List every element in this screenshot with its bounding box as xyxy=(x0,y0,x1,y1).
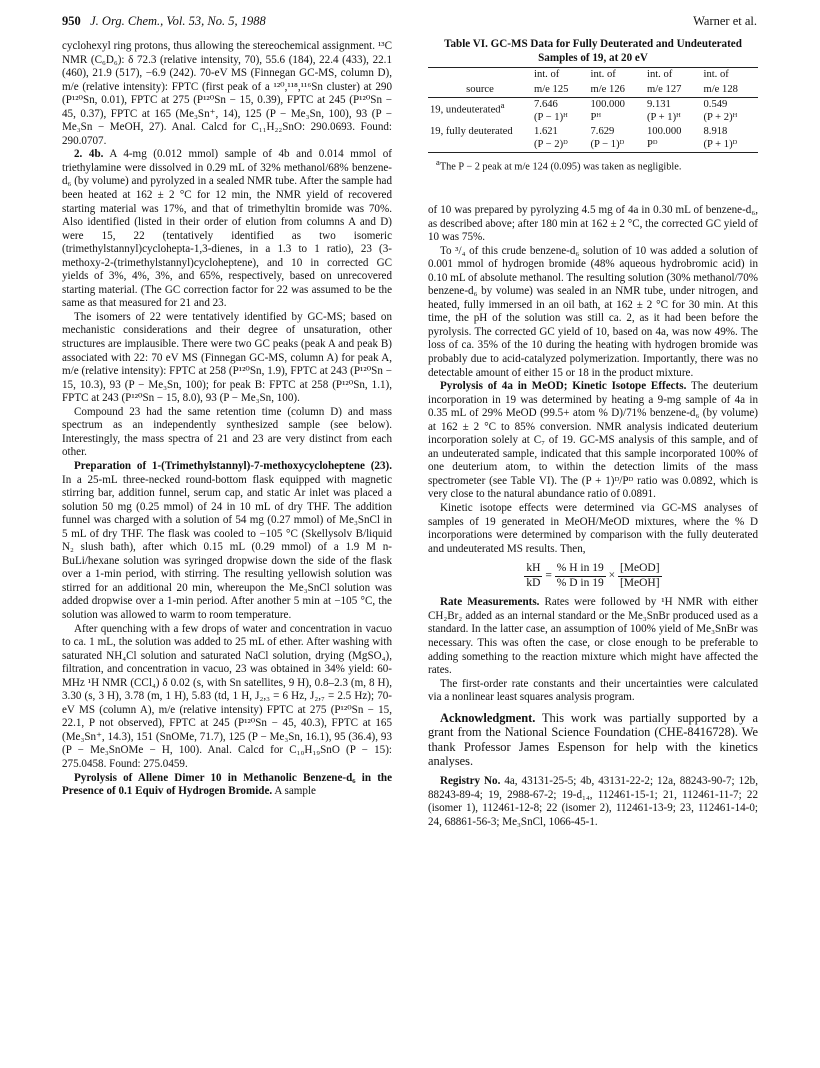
table-cell: 7.646 (P − 1)ᴴ xyxy=(534,99,568,123)
page-number: 950 xyxy=(62,14,81,28)
running-authors: Warner et al. xyxy=(693,14,757,28)
run-in-heading: Preparation of 1-(Trimethylstannyl)-7-methoxycycloheptene (23). xyxy=(74,459,392,472)
paragraph: After quenching with a few drops of water and concentration in vacuo to ca. 1 mL, the solution was added to 25 mL of ether. After washing with saturated NH₄Cl solution and saturated NaCl solution, drying (MgSO₄), filtration, and concentration in vacuo, 23 was obtained in 34% yield: 60-MHz ¹H NMR (CCl₄) δ 0.02 (s, with Sn satellites, 9 H), 0.8–2.3 (m, 8 H), 3.30 (s, 3 H), 3.78 (m, 1 H), 5.83 (td, 1 H, J₂,₃ = 6 Hz, J₂,₇ = 2.5 Hz); 70-eV MS (column A), m/e (relative intensity) FPTC at 275 (P¹²⁰Sn − 15, 22.1, P not observed), FPTC at 245 (P¹²⁰Sn − 45, 40.3), FPTC at 165 (Me₃Sn⁺, 14.3), 151 (SnOMe, 71.7), 125 (P − Me₃Sn, 16.1), 95 (36.4), 93 (P − Me₃SnOMe − H, 100). Anal. Calcd for C₁₀H₁₉SnO (P − 15): 275.0458. Found: 275.0459. xyxy=(62,622,392,770)
table-header-cell: int. of xyxy=(589,68,646,83)
table-cell: 100.000 Pᴴ xyxy=(590,99,625,123)
table-cell: 8.918 (P + 1)ᴰ xyxy=(702,125,759,153)
fraction-conc: $\frac{\text{[MeOD]}}{\text{[MeOH]}}$ xyxy=(619,562,660,589)
run-in-heading: 2. 4b. xyxy=(74,148,104,161)
table-header-cell: source xyxy=(428,83,532,98)
kinetic-isotope-equation: $\frac{kH}{kD}$ = $\frac{\text{\% H in 19}}{\text{\% D in 19}}$ × $\frac{\text{[MeOD]}}{\text{[MeOH]}}$ xyxy=(526,562,660,589)
table-cell: 9.131 (P + 1)ᴴ xyxy=(647,99,681,123)
left-column xyxy=(62,40,392,799)
table-header-cell: int. of xyxy=(702,68,759,83)
table-vi xyxy=(428,38,758,172)
paragraph: Compound 23 had the same retention time (column D) and mass spectrum as an independently synthesized sample (see below). Interestingly, the mass spectra of 21 and 23 are very distinct from each other. xyxy=(62,405,392,459)
run-in-heading: Pyrolysis of 4a in MeOD; Kinetic Isotope Effects. xyxy=(440,380,687,393)
table-footnote: $^a$The P − 2 peak at m/e 124 (0.095) was taken as negligible. xyxy=(436,157,682,173)
table-cell: 100.000 Pᴰ xyxy=(645,125,702,153)
fraction-k: $\frac{kH}{kD}$ xyxy=(526,562,541,589)
table-cell: 19, undeuterated$^a$ xyxy=(430,100,505,116)
paragraph: Rate Measurements. Rates were followed by ¹H NMR with either CH₂Br₂ added as an internal standard or the Me₃SnBr produced used as a standard. In the latter case, an assumption of 100% yield of Me₃SnBr was necessary. This was often the case, or close enough to be preferable to adding something to the reaction mixture which might have affected the rates. xyxy=(428,596,758,677)
paragraph: of 10 was prepared by pyrolyzing 4.5 mg of 4a in 0.30 mL of benzene-d₆, as described above; after 180 min at 162 ± 2 °C, the corrected GC yield of 10 was 75%. xyxy=(428,204,758,244)
table-cell: 0.549 (P + 2)ᴴ xyxy=(703,99,738,123)
table-cell: 1.621 (P − 2)ᴰ xyxy=(532,125,589,153)
acknowledgment: Acknowledgment. This work was partially supported by a grant from the National Science Foundation (CHE-8416728). We thank Professor James Espenson for help with the kinetics analyses. xyxy=(428,710,758,769)
table-title xyxy=(428,38,758,65)
gc-ms-table xyxy=(428,67,758,153)
paragraph: Pyrolysis of Allene Dimer 10 in Methanolic Benzene-d₆ in the Presence of 0.1 Equiv of Hydrogen Bromide. A sample xyxy=(62,771,392,798)
table-header-cell: int. of xyxy=(532,68,589,83)
paragraph: Pyrolysis of 4a in MeOD; Kinetic Isotope Effects. The deuterium incorporation in 19 was determined by heating a 9-mg sample of 4a in 0.35 mL of 29% MeOD (99.5+ atom % D)/71% benzene-d₆ (by volume) at 162 ± 2 °C to 85% conversion. NMR analysis indicated deuterium incorporation solely at C₇ of 19. GC-MS analysis of this sample, and of an undeuterated sample, indicated that this sample incorporated 100% of one deuterium atom, to within the detection limits of the mass spectrometer (see Table VI). The (P + 1)ᴰ/Pᴰ ratio was 0.0892, which is very close to the natural abundance ratio of 0.0891. xyxy=(428,380,758,501)
right-column xyxy=(428,204,758,829)
table-header-cell: m/e 126 xyxy=(589,83,646,98)
table-header-cell: m/e 125 xyxy=(532,83,589,98)
paragraph: Preparation of 1-(Trimethylstannyl)-7-methoxycycloheptene (23). In a 25-mL three-necked round-bottom flask equipped with magnetic stirring bar, addition funnel, serum cap, and static Ar inlet was placed a solution 50 mg (0.25 mmol) of 24 in 10 mL of dry THF. The addition funnel was charged with a solution of 54 mg (0.27 mmol) of Me₃SnCl in 5 mL of dry THF. The flask was cooled to −105 °C (Skellysolv B/liquid N₂ slush bath), after which 0.15 mL (0.29 mmol) of a 1.9 M n-BuLi/hexane solution was syringed dropwise down the side of the flask over a 1-min period, with stirring. The resulting yellowish solution was stirred for an additional 20 min, whereupon the Me₃SnCl solution was added dropwise over a 1-min period. After another 5 min at −105 °C, the solution was allowed to warm to room temperature. xyxy=(62,459,392,621)
paragraph: 2. 4b. A 4-mg (0.012 mmol) sample of 4b and 0.014 mmol of triethylamine were dissolved in 0.29 mL of 32% methanol/68% benzene-d₆ (by volume) and pyrolyzed in a sealed NMR tube. After the sample had been heated at 162 ± 2 °C for 12 min, the NMR yield of recovered starting material was 17%, and that of trimethyltin bromide was 70%. Also identified (listed in their order of elution from columns A and D) were 15, 22 (tentatively identified as two isomeric (trimethylstannyl)cyclohepta-1,3-dienes, in a 1.3 to 1 ratio), 23 (3-methoxy-2-(trimethylstannyl)cycloheptene), and 10 in corrected GC yields of 3%, 4%, 3%, and 65%, respectively, based on unrecovered starting material. (The GC correction factor for 22 was assumed to be the same as that measured for 21 and 23. xyxy=(62,148,392,310)
table-row xyxy=(428,98,758,126)
run-in-heading: Rate Measurements. xyxy=(440,596,540,609)
table-row xyxy=(428,125,758,153)
table-cell: 19, fully deuterated xyxy=(428,125,532,153)
table-header-cell: m/e 127 xyxy=(645,83,702,98)
table-caption: GC-MS Data for Fully Deuterated and Undeuterated Samples of 19, at 20 eV xyxy=(490,38,742,64)
paragraph: To ³/₄ of this crude benzene-d₆ solution of 10 was added a solution of 0.001 mmol of hydrogen bromide (48% aqueous hydrobromic acid) in 0.10 mL of absolute methanol. The resulting solution (30% methanol/70% benzene-d₆ by volume) was sealed in an NMR tube, under nitrogen, and heated, fully immersed in an oil bath, at 162 ± 2 °C for 30 min. At this time, the pH of the solution was still ca. 2, as it had been before the pyrolysis. The corrected GC yield of 10, based on 4a, was now 49%. The loss of ca. 35% of the 10 during the heating with hydrogen bromide was probably due to acid-catalyzed polymerization. Importantly, there was no detectable amount of either 15 or 18 in the product mixture. xyxy=(428,244,758,379)
run-in-heading: Pyrolysis of Allene Dimer 10 in Methanolic Benzene-d₆ in the Presence of 0.1 Equiv of Hydrogen Bromide. xyxy=(62,771,392,798)
table-header-cell: m/e 128 xyxy=(702,83,759,98)
fraction-percent: $\frac{\text{\% H in 19}}{\text{\% D in 19}}$ xyxy=(556,562,604,589)
table-label: Table VI. xyxy=(444,38,488,50)
header-left xyxy=(62,14,266,29)
table-header-cell xyxy=(428,68,532,83)
table-cell: 7.629 (P − 1)ᴰ xyxy=(589,125,646,153)
paragraph: Kinetic isotope effects were determined via GC-MS analyses of samples of 19 generated in MeOH/MeOD mixtures, where the % D incorporations were determined by comparison with the fully deuterated and undeuterated MS results. Then, xyxy=(428,502,758,555)
journal-citation: J. Org. Chem., Vol. 53, No. 5, 1988 xyxy=(90,14,266,28)
paragraph: cyclohexyl ring protons, thus allowing the stereochemical assignment. ¹³C NMR (C₆D₆): δ 72.3 (relative intensity, 70), 55.6 (184), 22.4 (433), 22.1 (460), 21.9 (517), −6.9 (242). 70-eV MS (Finnegan GC-MS, column D), m/e (relative intensity): FPTC (first peak of a ¹²⁰,¹¹⁸,¹¹⁶Sn cluster) at 290 (P¹²⁰Sn, 0.01), FPTC at 275 (P¹²⁰Sn − 15, 0.39), FPTC at 245 (P¹²⁰Sn − 45, 0.37), FPTC at 165 (Me₃Sn⁺, 14), 125 (P − Me₃Sn, 100), 93 (P − Me₃Sn − MeOH, 27). Anal. Calcd for C₁₁H₂₂SnO: 290.0693. Found: 290.0707. xyxy=(62,40,392,147)
paragraph: The isomers of 22 were tentatively identified by GC-MS; based on mechanistic considerations and their degree of unsaturation, other structures are implausible. There were two GC peaks (peak A and peak B) associated with 22: 70 eV MS (Finnegan GC-MS, column A) for peak A, m/e (relative intensity): FPTC at 258 (P¹²⁰Sn, 1.9), FPTC at 243 (P¹²⁰Sn − 15, 10.3), 93 (P − Me₃Sn, 100); for peak B: FPTC at 258 (P¹²⁰Sn, 1.1), FPTC at 243 (P¹²⁰Sn − 15, 8.0), 93 (P − Me₃Sn, 100). xyxy=(62,310,392,405)
table-header-cell: int. of xyxy=(645,68,702,83)
paragraph: The first-order rate constants and their uncertainties were calculated via a nonlinear least squares analysis program. xyxy=(428,677,758,704)
registry-numbers: Registry No. 4a, 43131-25-5; 4b, 43131-22-2; 12a, 88243-90-7; 12b, 88243-89-4; 19, 2988-67-2; 19-d₁₄, 112461-15-1; 21, 112461-11-7; 22 (isomer 1), 112461-12-8; 22 (isomer 2), 112461-13-9; 23, 112461-14-0; 24, 68861-56-3; Me₃SnCl, 1066-45-1. xyxy=(428,775,758,828)
